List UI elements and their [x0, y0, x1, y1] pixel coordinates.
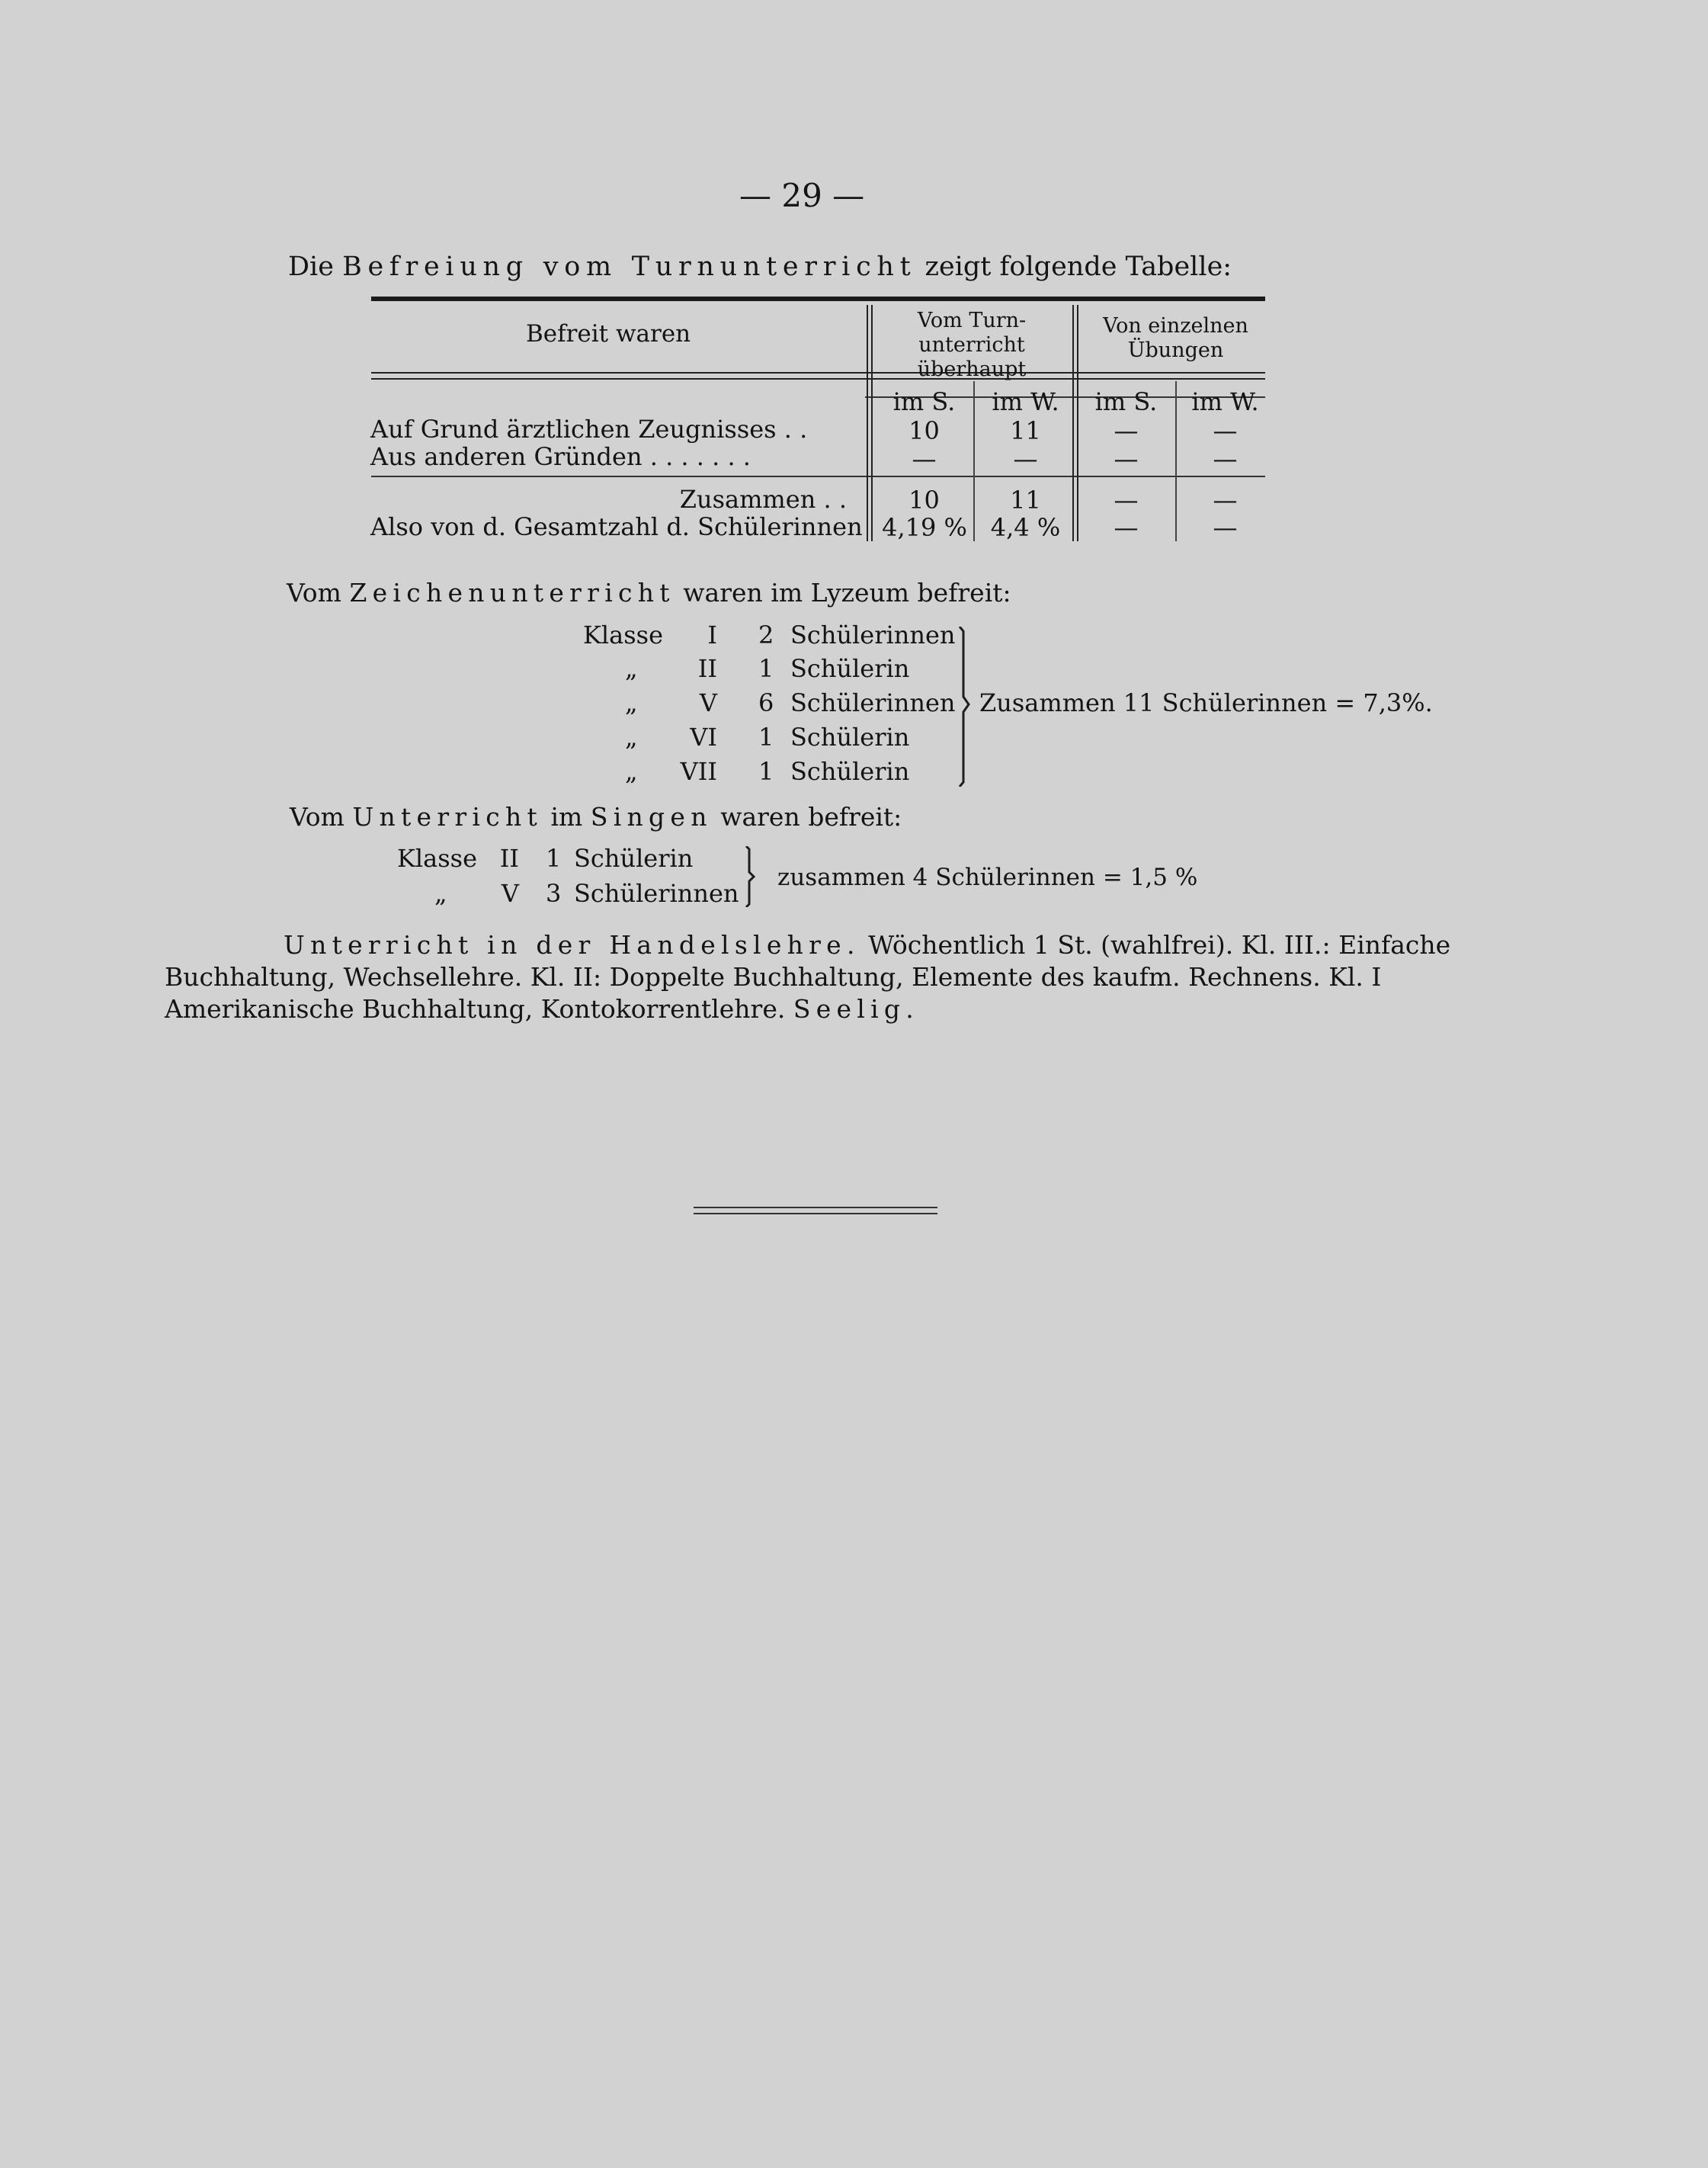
pupil-word: Schülerinnen — [790, 688, 956, 717]
table-header-rule — [371, 372, 1265, 380]
row-header: Befreit waren — [526, 320, 691, 348]
table-cell: 10 — [908, 416, 940, 445]
table-cell: — — [1114, 513, 1139, 542]
handel-line3-name: Seelig. — [793, 994, 920, 1024]
table-cell: — — [1213, 486, 1238, 515]
ditto-mark: „ — [625, 688, 638, 717]
klasse-number: II — [697, 654, 717, 683]
group1-line2: unterricht — [918, 333, 1025, 357]
klasse-number: VI — [690, 723, 717, 752]
table-cell: — — [1213, 416, 1238, 445]
subcol-header: im W. — [992, 387, 1059, 416]
singen-heading — [290, 802, 902, 832]
handel-line1-rest: Wöchentlich 1 St. (wahlfrei). Kl. III.: Einfache — [860, 930, 1451, 960]
table-cell: — — [1114, 416, 1139, 445]
zeichen-part1: Vom — [287, 578, 350, 608]
col-divider-2 — [1072, 305, 1078, 541]
group-header-1 — [876, 309, 1067, 382]
zeichen-part2: waren im Lyzeum befreit: — [675, 578, 1011, 608]
table-cell: — — [912, 444, 937, 473]
ditto-mark: „ — [434, 879, 447, 908]
intro-spaced: Befreiung vom Turnunterricht — [342, 252, 917, 282]
singen-brace — [744, 846, 759, 907]
handel-line-1 — [284, 930, 1450, 960]
table-cell: — — [1213, 444, 1238, 473]
pupil-word: Schülerinnen — [790, 621, 956, 649]
pupil-count: 3 — [546, 879, 562, 908]
klasse-prefix: Klasse — [397, 844, 477, 873]
intro-part2: zeigt folgende Tabelle: — [916, 252, 1232, 282]
subcol-header: im S. — [892, 387, 956, 416]
group2-line2: Übungen — [1127, 338, 1224, 362]
row-label: Aus anderen Gründen . . . . . . . — [370, 442, 751, 471]
klasse-number: V — [501, 879, 519, 908]
table-cell: 4,4 % — [990, 513, 1061, 542]
zeichen-total: Zusammen 11 Schülerinnen = 7,3%. — [979, 688, 1433, 717]
table-cell: — — [1013, 444, 1038, 473]
zeichen-brace — [957, 627, 975, 787]
row-label: Zusammen . . — [679, 485, 847, 514]
klasse-number: V — [699, 688, 717, 717]
group2-line1: Von einzelnen — [1103, 314, 1248, 338]
pupil-count: 1 — [758, 723, 774, 752]
handel-line3-text: Amerikanische Buchhaltung, Kontokorrentlehre. — [165, 994, 793, 1024]
row-label: Also von d. Gesamtzahl d. Schülerinnen — [370, 512, 863, 541]
pupil-count: 1 — [546, 844, 562, 873]
handel-line-2: Buchhaltung, Wechsellehre. Kl. II: Doppelte Buchhaltung, Elemente des kaufm. Rechnens. Kl. I — [165, 962, 1382, 992]
intro-part1: Die — [288, 252, 343, 282]
singen-part2: im — [543, 802, 591, 832]
pupil-word: Schülerin — [574, 844, 694, 873]
col-divider-1 — [867, 305, 873, 541]
singen-total: zusammen 4 Schülerinnen = 1,5 % — [777, 864, 1198, 891]
subcol-header: im S. — [1094, 387, 1158, 416]
singen-spaced2: Singen — [590, 802, 713, 832]
table-cell: — — [1213, 513, 1238, 542]
subcol-header: im W. — [1191, 387, 1259, 416]
group-header-2 — [1082, 314, 1269, 363]
pupil-word: Schülerin — [790, 723, 910, 752]
ditto-mark: „ — [625, 757, 638, 786]
pupil-word: Schülerin — [790, 757, 910, 786]
pupil-word: Schülerin — [790, 654, 910, 683]
pupil-count: 2 — [758, 621, 774, 649]
sum-rule — [371, 476, 1265, 477]
singen-part3: waren befreit: — [712, 802, 902, 832]
klasse-number: I — [707, 621, 717, 649]
handel-spaced: Unterricht in der Handelslehre. — [284, 930, 860, 960]
table-cell: 11 — [1010, 416, 1041, 445]
table-cell: 4,19 % — [882, 513, 967, 542]
handel-line-3 — [165, 994, 919, 1024]
pupil-count: 1 — [758, 757, 774, 786]
intro-text — [288, 252, 1232, 282]
ditto-mark: „ — [625, 723, 638, 752]
table-cell: 11 — [1010, 486, 1041, 515]
pupil-word: Schülerinnen — [574, 879, 739, 908]
group1-line3: überhaupt — [917, 358, 1027, 381]
closing-rule-top — [694, 1207, 937, 1208]
pupil-count: 6 — [758, 688, 774, 717]
klasse-number: II — [499, 844, 519, 873]
ditto-mark: „ — [625, 654, 638, 683]
closing-rule-bottom — [694, 1213, 937, 1214]
singen-spaced1: Unterricht — [352, 802, 543, 832]
row-label: Auf Grund ärztlichen Zeugnisses . . — [370, 415, 808, 444]
pupil-count: 1 — [758, 654, 774, 683]
table-cell: 10 — [908, 486, 940, 515]
zeichen-spaced: Zeichenunterricht — [349, 578, 675, 608]
zeichen-heading — [287, 578, 1011, 608]
table-cell: — — [1114, 444, 1139, 473]
table-cell: — — [1114, 486, 1139, 515]
col-divider-4 — [1175, 381, 1177, 541]
singen-part1: Vom — [290, 802, 353, 832]
klasse-number: VII — [680, 757, 717, 786]
klasse-prefix: Klasse — [583, 621, 663, 649]
group1-line1: Vom Turn- — [917, 309, 1027, 332]
table-top-rule — [371, 297, 1265, 301]
page-number: — 29 — — [739, 177, 865, 214]
